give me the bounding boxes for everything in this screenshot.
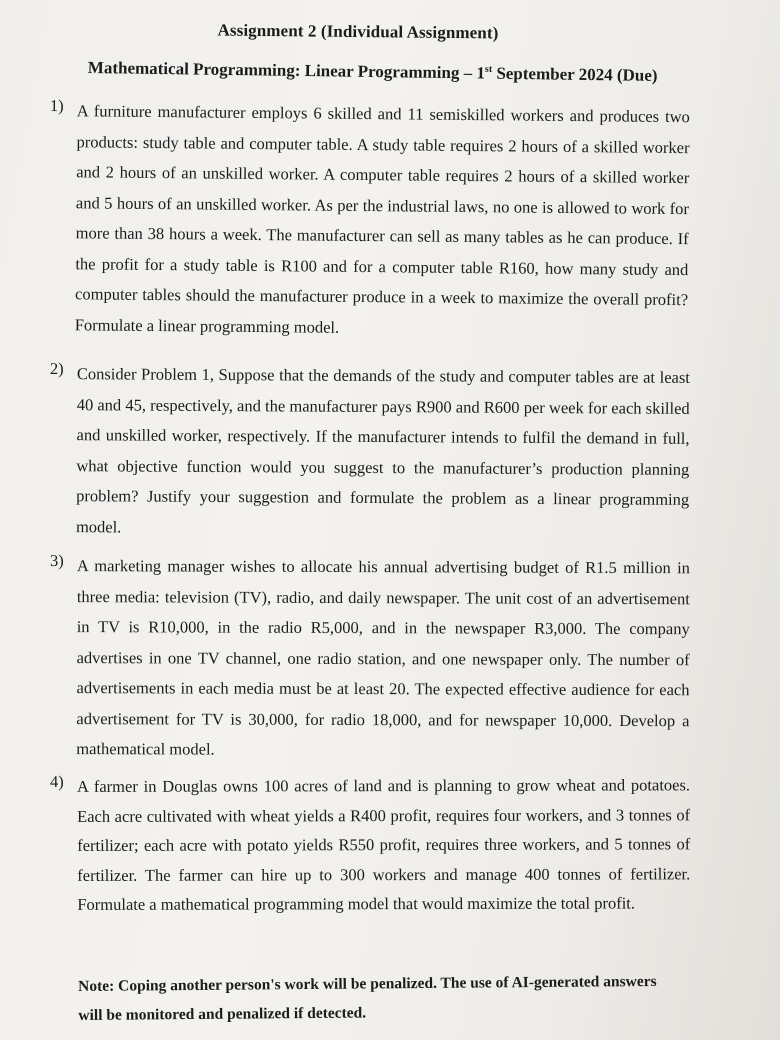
question-1 [48,96,690,346]
question-text: A furniture manufacturer employs 6 skilled and 11 semiskilled workers and produces two products: study table and computer table. A study table requires 2 hours of a skilled worker and 2 hours of an unskilled worker. A computer table requires 2 hours of a skilled worker and 5 hours of an unskilled worker. As per the industrial laws, no one is allowed to work for more than 38 hours a week. The manufacturer can sell as many tables as he can produce. If the profit for a study table is R100 and for a computer table R160, how many study and computer tables should the manufacturer produce in a week to maximize the overall profit? Formulate a linear programming model. [74,101,690,337]
question-number: 1) [49,96,64,116]
subtitle-superscript: st [484,63,493,75]
question-number: 2) [49,359,64,379]
page-title: Assignment 2 (Individual Assignment) [217,20,499,43]
question-2 [49,359,690,546]
question-number: 4) [50,771,64,791]
page-subtitle [88,58,658,86]
question-4 [50,770,690,919]
question-3 [49,551,690,767]
question-text: Consider Problem 1, Suppose that the demands of the study and computer tables are at least 40 and 45, respectively, and the manufacturer pays R900 and R600 per week for each skilled and unskilled worker, respectively. If the manufacturer intends to fulfil the demand in full, what objective function would you suggest to the manufacturer’s production planning problem? Justify your suggestion and formulate the problem as a linear programming model. [75,364,690,536]
question-text: A marketing manager wishes to allocate his annual advertising budget of R1.5 million in three media: television (TV), radio, and daily newspaper. The unit cost of an advertisement in TV is R10,000, in the radio R5,000, and in the newspaper R3,000. The company advertises in one TV channel, one radio station, and one newspaper only. The number of advertisements in each media must be at least 20. The expected effective audience for each advertisement for TV is 30,000, for radio 18,000, and for newspaper 10,000. Develop a mathematical model. [76,556,690,759]
plagiarism-note: Note: Coping another person's work will be penalized. The use of AI-generated answers will be monitored and penalized if detected. [78,972,657,1024]
subtitle-main: Mathematical Programming: Linear Programming – 1 [87,58,486,83]
question-number: 3) [49,551,64,571]
subtitle-rest: September 2024 (Due) [492,63,658,85]
question-text: A farmer in Douglas owns 100 acres of land and is planning to grow wheat and potatoes. Each acre cultivated with wheat yields a R400 profit, requires four workers, and 3 tonnes of fertilizer; each acre with potato yields R550 profit, requires three workers, and 5 tonnes of fertilizer. The farmer can hire up to 300 workers and manage 400 tonnes of fertilizer. Formulate a mathematical programming model that would maximize the total profit. [77,775,691,914]
